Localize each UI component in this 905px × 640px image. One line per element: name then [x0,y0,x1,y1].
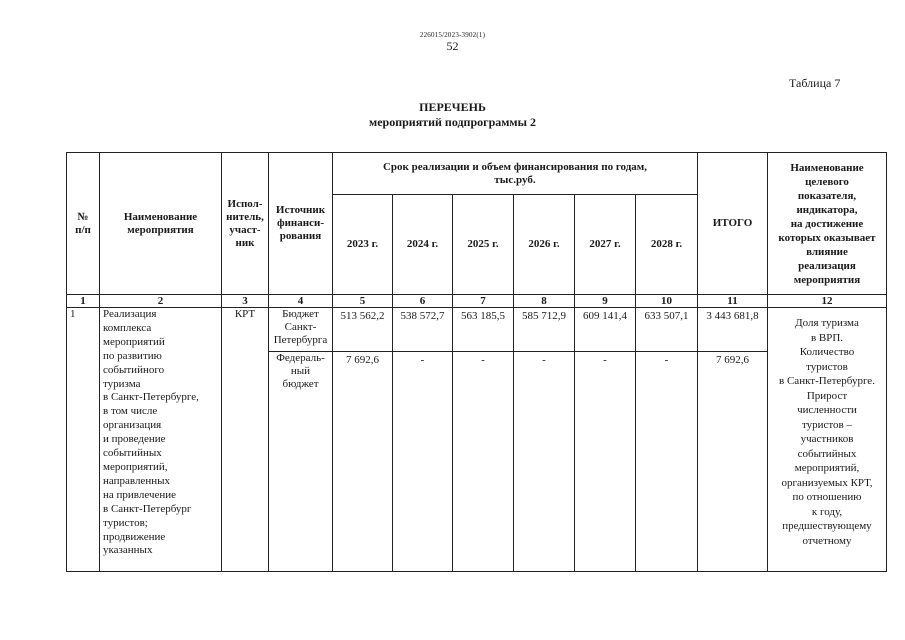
header-period-group: Срок реализации и объем финансирования по годам, тыс.руб. [333,153,698,195]
row-num: 1 [67,308,100,572]
column-number: 1 [67,295,100,308]
total-cell: 3 443 681,8 [698,308,768,352]
column-number: 7 [453,295,514,308]
header-num: № п/п [67,153,100,295]
value-cell: - [636,352,698,572]
column-number: 11 [698,295,768,308]
document-id: 226015/2023-3902(1) [419,31,486,39]
source-name: Федераль- ный бюджет [269,352,333,572]
column-number: 3 [222,295,269,308]
table-label: Таблица 7 [789,76,841,90]
value-cell: 513 562,2 [333,308,393,352]
column-number: 4 [269,295,333,308]
header-total: ИТОГО [698,153,768,295]
value-cell: 7 692,6 [333,352,393,572]
column-number: 10 [636,295,698,308]
header-year: 2028 г. [636,195,698,295]
header-year: 2025 г. [453,195,514,295]
header-name: Наименование мероприятия [100,153,222,295]
column-number: 9 [575,295,636,308]
value-cell: - [575,352,636,572]
value-cell: 609 141,4 [575,308,636,352]
row-executor: КРТ [222,308,269,572]
row-name: Реализация комплекса мероприятий по развитию событийного туризма в Санкт-Петербурге, в том числе организация и проведение событийных мероприятий, направленных на привлечение в Санкт-Петербург туристов; продвижение указанных [100,308,222,572]
table-row [67,308,887,352]
header-year: 2023 г. [333,195,393,295]
header-indicator: Наименование целевого показателя, индикатора, на достижение которых оказывает влияние реализация мероприятия [768,153,887,295]
header-year: 2027 г. [575,195,636,295]
row-indicator: Доля туризма в ВРП. Количество туристов в Санкт-Петербурге. Прирост численности туристов – участников событийных мероприятий, организуемых КРТ, по отношению к году, предшествующему отчетному [768,308,887,572]
column-number: 5 [333,295,393,308]
value-cell: 585 712,9 [514,308,575,352]
value-cell: - [393,352,453,572]
header-year: 2026 г. [514,195,575,295]
header-source: Источник финанси- рования [269,153,333,295]
value-cell: - [453,352,514,572]
column-number: 2 [100,295,222,308]
heading-title: ПЕРЕЧЕНЬ [419,100,486,114]
document-heading [0,100,905,130]
total-cell: 7 692,6 [698,352,768,572]
value-cell: - [514,352,575,572]
column-number: 8 [514,295,575,308]
value-cell: 633 507,1 [636,308,698,352]
heading-subtitle: мероприятий подпрограммы 2 [369,115,536,129]
measures-table [66,152,887,572]
source-name: Бюджет Санкт- Петербурга [269,308,333,352]
value-cell: 563 185,5 [453,308,514,352]
value-cell: 538 572,7 [393,308,453,352]
header-executor: Испол- нитель, участ- ник [222,153,269,295]
column-number: 6 [393,295,453,308]
header-year: 2024 г. [393,195,453,295]
page-number: 52 [446,39,459,53]
column-number: 12 [768,295,887,308]
